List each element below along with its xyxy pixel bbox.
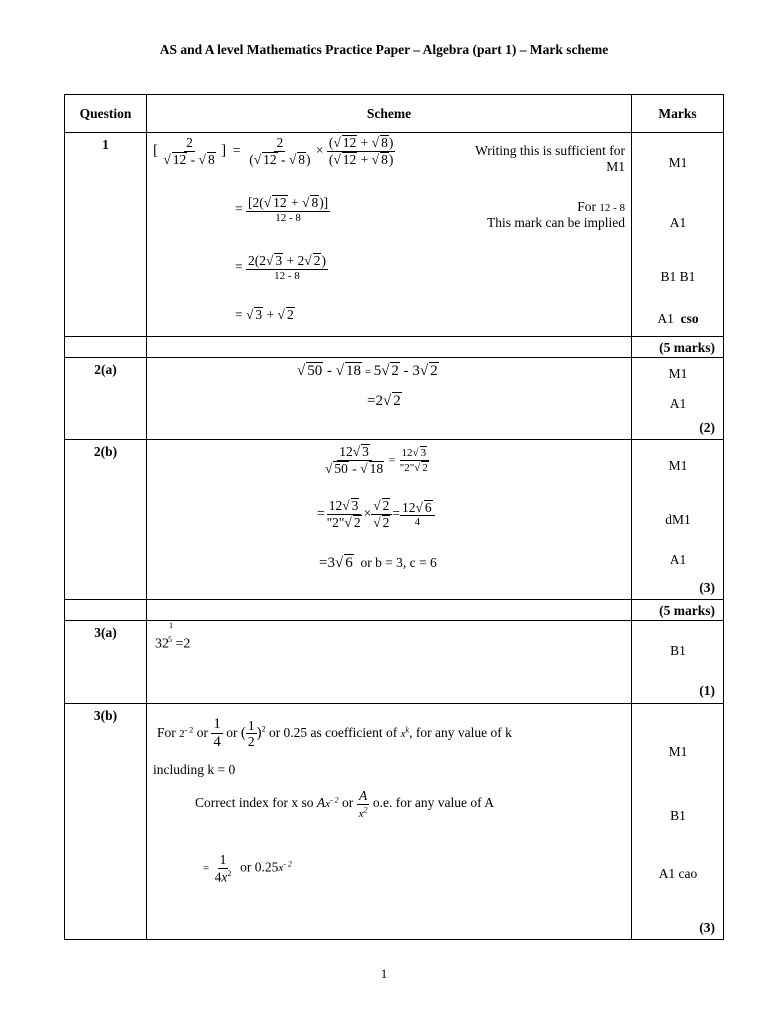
q3b-line3: Correct index for x so $Ax^{- 2}$ or $\frac{A}{x^2}$ o.e. for any value of A [195,788,495,820]
q3b-scheme: For $2^{- 2}$ or $\frac{1}{4}$ or ( $\frac{1}{2}$ )$^2$ or 0.25 as coefficient of $x^k$, for any value of k including k = 0 Correct index for x so $Ax^{- 2}$ or $\frac{A}{x^2}$ o.e. for any value of A = $\frac{1}{4x^2}$ or $0.25x^{- 2}$ [147,704,632,940]
q2b-label: 2(b) [65,440,147,600]
q1-scheme [147,133,632,337]
header-row [65,95,724,133]
q2b-marks: M1 dM1 A1 (3) [632,440,724,600]
q1-marks: M1 A1 B1 B1 A1 cso [632,133,724,337]
q2a-row [65,358,724,440]
q2a-marks: M1 A1 (2) [632,358,724,440]
q1-total-row: (5 marks) [65,337,724,358]
q1-step3: = $\frac{2(2√ 3 + 2√ 2)}{12 - 8}$ [235,253,326,282]
q2a-scheme [147,358,632,440]
q2a-line2: =2√ 2 [367,393,401,409]
q3a-scheme [147,621,632,704]
q1-note1: Writing this is sufficient for M1 [475,143,625,174]
q1-step2: = $\frac{[2(√ 12 + √ 8)]}{12 - 8}$ [235,195,329,224]
q2b-scheme [147,440,632,600]
q1-row [65,133,724,337]
q3a-line1: $32^{15} =2$ [155,621,191,652]
header-marks: Marks [632,95,724,133]
q1-label: 1 [65,133,147,337]
q3b-line4: = $\frac{1}{4x^2}$ or $0.25x^{- 2}$ [203,852,292,885]
q3a-marks: B1 (1) [632,621,724,704]
mark-scheme-table [64,94,724,940]
q3a-row [65,621,724,704]
q2-total-row: (5 marks) [65,600,724,621]
q1-step1: [ $\frac{2}{√ 12 - √ 8}$ ] = $\frac{2}{(√ 12 - √ 8)}$ × $\frac{(√ 12 + √ 8)}{(√ 12 + √ 8)}$ [153,135,394,167]
q2a-label: 2(a) [65,358,147,440]
q3a-label: 3(a) [65,621,147,704]
q2a-line1: √ 50 - √ 18 = 5√ 2 - 3√ 2 [297,363,438,379]
q2b-row [65,440,724,600]
q3b-label: 3(b) [65,704,147,940]
q3b-line1: For $2^{- 2}$ or $\frac{1}{4}$ or ( $\frac{1}{2}$ )$^2$ or 0.25 as coefficient of $x^k$, for any value of k [157,716,512,751]
q3b-marks: M1 B1 A1 cao (3) [632,704,724,940]
q2b-line3: =3√ 6 or b = 3, c = 6 [319,555,437,571]
page-title: AS and A level Mathematics Practice Paper – Algebra (part 1) – Mark scheme [159,42,609,57]
q2b-line1: $\frac{12√ 3}{√ 50 - √ 18}$ = $\frac{12√ 3}{"2"√ 2}$ [325,444,428,476]
q2b-line2: = $\frac{12√ 3}{"2"√ 2}$ × $\frac{√ 2}{√ 2}$ = $\frac{12√ 6}{4}$ [317,498,435,531]
q1-step4: = √ 3 + √ 2 [235,307,294,322]
header-scheme: Scheme [147,95,632,133]
page-number: 1 [380,966,388,981]
header-question: Question [65,95,147,133]
q3b-row [65,704,724,940]
q1-note2: For 12 - 8 This mark can be implied [487,199,625,230]
